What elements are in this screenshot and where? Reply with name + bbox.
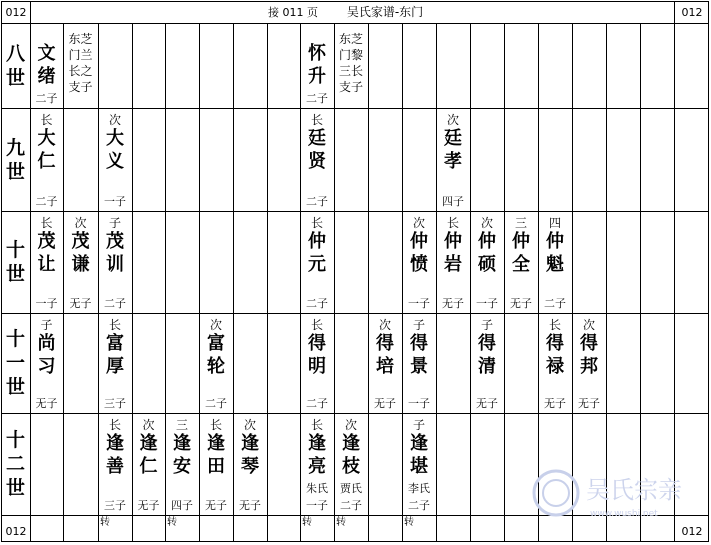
member-children-count: 二子 <box>35 92 58 105</box>
member-name-char: 尚 <box>37 333 56 354</box>
member-children-count: 一子 <box>35 297 58 310</box>
member-name-char: 得 <box>376 333 394 354</box>
member-rank: 次 <box>108 113 121 127</box>
member-children-count: 二子 <box>306 397 328 410</box>
member-children-count: 二子 <box>104 297 126 310</box>
member-rank: 长 <box>40 113 53 127</box>
member-name-char: 谦 <box>71 254 90 275</box>
member-name-char: 逢 <box>342 433 360 454</box>
member-children-count: 无子 <box>374 397 396 410</box>
member-children-count: 四子 <box>442 195 464 208</box>
member-children-count: 无子 <box>35 397 58 410</box>
generation-label-char: 世 <box>5 160 25 183</box>
generation-label-char: 世 <box>5 477 25 499</box>
member-name-char: 茂 <box>37 231 56 252</box>
member-name-char: 轮 <box>207 356 225 377</box>
member-rank: 次 <box>582 318 595 332</box>
generation-label-char: 世 <box>5 263 25 285</box>
member-children-count: 无子 <box>510 297 532 310</box>
member-name-char: 田 <box>207 456 225 477</box>
member-name-char: 逢 <box>241 433 259 454</box>
member-children-count: 二子 <box>306 297 328 310</box>
member-name-char: 贤 <box>308 151 326 172</box>
member-name-char: 逢 <box>207 433 225 454</box>
member-name-char: 茂 <box>71 231 90 252</box>
member-wife: 贾氏 <box>340 482 362 495</box>
member-rank: 次 <box>446 113 459 127</box>
member-wife: 朱氏 <box>306 482 328 495</box>
header-page-right: 012 <box>681 6 703 19</box>
member-rank: 次 <box>74 216 87 230</box>
member-children-count: 无子 <box>239 499 261 512</box>
generation-label-char: 十 <box>5 429 25 451</box>
member-rank: 长 <box>108 418 121 432</box>
member-name-char: 培 <box>376 356 394 377</box>
member-name-char: 硕 <box>478 254 496 275</box>
member-note-line: 三长 <box>338 64 363 78</box>
member-children-count: 二子 <box>35 195 58 208</box>
member-rank: 三 <box>514 216 527 230</box>
member-rank: 次 <box>378 318 391 332</box>
member-children-count: 三子 <box>104 397 126 410</box>
member-name-char: 仁 <box>37 151 56 172</box>
generation-label-char: 世 <box>5 66 25 89</box>
member-children-count: 二子 <box>340 499 362 512</box>
member-rank: 子 <box>412 318 425 332</box>
member-rank: 次 <box>209 318 222 332</box>
member-name-char: 仲 <box>410 231 428 252</box>
member-rank: 子 <box>412 418 425 432</box>
member-name-char: 堪 <box>410 456 428 477</box>
member-name-char: 训 <box>106 254 124 275</box>
transfer-mark: 转 <box>167 517 177 528</box>
member-name-char: 逢 <box>173 433 191 454</box>
member-name-char: 琴 <box>241 456 259 477</box>
generation-label-char: 一 <box>5 352 25 374</box>
member-children-count: 无子 <box>69 297 92 310</box>
member-rank: 长 <box>310 418 323 432</box>
member-name-char: 大 <box>106 128 124 149</box>
member-rank: 长 <box>446 216 459 230</box>
member-children-count: 二子 <box>306 195 328 208</box>
member-name-char: 茂 <box>106 231 124 252</box>
member-name-char: 明 <box>308 356 326 377</box>
member-note-line: 门黎 <box>338 48 363 62</box>
member-name-char: 习 <box>37 356 56 377</box>
member-children-count: 无子 <box>544 397 566 410</box>
member-children-count: 一子 <box>408 397 430 410</box>
member-name-char: 景 <box>410 356 428 377</box>
footer-page-left: 012 <box>5 525 27 538</box>
member-name-char: 得 <box>308 333 326 354</box>
member-children-count: 一子 <box>306 499 328 512</box>
member-children-count: 无子 <box>137 499 160 512</box>
member-rank: 长 <box>548 318 561 332</box>
member-rank: 长 <box>209 418 222 432</box>
member-name-char: 富 <box>207 333 225 354</box>
member-rank: 长 <box>310 318 323 332</box>
member-name-char: 愤 <box>410 254 428 275</box>
member-name-char: 仲 <box>546 231 564 252</box>
member-name-char: 仲 <box>308 231 326 252</box>
member-name-char: 仲 <box>478 231 496 252</box>
member-name-char: 岩 <box>444 254 462 275</box>
member-name-char: 枝 <box>342 456 360 477</box>
member-name-char: 亮 <box>308 456 326 477</box>
member-name-char: 厚 <box>106 356 124 377</box>
member-name-char: 禄 <box>546 356 564 377</box>
header-page-left: 012 <box>5 6 27 19</box>
generation-label-char: 九 <box>5 136 25 159</box>
member-children-count: 二子 <box>544 297 566 310</box>
member-note-line: 支子 <box>338 80 363 94</box>
member-note-line: 东芝 <box>68 32 93 46</box>
member-rank: 次 <box>142 418 155 432</box>
member-children-count: 二子 <box>306 92 328 105</box>
member-name-char: 得 <box>580 333 598 354</box>
member-name-char: 仁 <box>139 456 158 477</box>
member-name-char: 得 <box>478 333 496 354</box>
member-rank: 子 <box>480 318 493 332</box>
generation-label-char: 二 <box>5 453 25 475</box>
member-name-char: 富 <box>106 333 124 354</box>
generation-label-char: 十 <box>5 239 25 261</box>
member-rank: 长 <box>108 318 121 332</box>
member-name-char: 邦 <box>580 356 598 377</box>
member-note-line: 长之 <box>68 64 93 78</box>
member-name-char: 大 <box>37 128 56 149</box>
member-name-char: 廷 <box>308 128 326 149</box>
member-children-count: 二子 <box>205 397 227 410</box>
member-name-char: 清 <box>478 356 496 377</box>
generation-label-char: 世 <box>5 376 25 398</box>
member-rank: 次 <box>412 216 425 230</box>
member-name-char: 孝 <box>444 151 462 172</box>
watermark-url: www.wushi.net <box>590 509 658 519</box>
member-rank: 长 <box>310 113 323 127</box>
member-name-char: 义 <box>106 151 124 172</box>
member-children-count: 一子 <box>476 297 498 310</box>
member-rank: 次 <box>480 216 493 230</box>
member-name-char: 升 <box>308 66 326 87</box>
member-wife: 李氏 <box>408 482 430 495</box>
member-note-line: 支子 <box>68 80 93 94</box>
watermark-logo <box>528 462 708 524</box>
member-rank: 三 <box>175 418 188 432</box>
member-name-char: 全 <box>512 254 530 275</box>
member-rank: 子 <box>40 318 53 332</box>
member-rank: 次 <box>243 418 256 432</box>
member-rank: 四 <box>548 216 561 230</box>
member-rank: 长 <box>40 216 53 230</box>
member-name-char: 廷 <box>444 128 462 149</box>
member-children-count: 一子 <box>104 195 126 208</box>
member-name-char: 得 <box>410 333 428 354</box>
member-name-char: 绪 <box>37 66 56 87</box>
member-name-char: 善 <box>106 456 124 477</box>
transfer-mark: 转 <box>100 517 110 528</box>
member-name-char: 文 <box>37 43 56 64</box>
member-children-count: 无子 <box>476 397 498 410</box>
member-name-char: 怀 <box>308 43 326 64</box>
member-note-line: 东芝 <box>338 32 363 46</box>
member-children-count: 四子 <box>171 499 193 512</box>
transfer-mark: 转 <box>302 517 312 528</box>
member-children-count: 无子 <box>205 499 227 512</box>
member-name-char: 逢 <box>106 433 124 454</box>
member-name-char: 仲 <box>512 231 530 252</box>
member-rank: 子 <box>108 216 121 230</box>
member-name-char: 逢 <box>139 433 158 454</box>
header-continue-label: 接 011 页 <box>268 6 318 19</box>
member-name-char: 得 <box>546 333 564 354</box>
member-children-count: 三子 <box>104 499 126 512</box>
member-name-char: 安 <box>173 456 191 477</box>
footer-page-right: 012 <box>681 525 703 538</box>
member-children-count: 一子 <box>408 297 430 310</box>
member-name-char: 魁 <box>546 254 564 275</box>
member-name-char: 仲 <box>444 231 462 252</box>
member-rank: 长 <box>310 216 323 230</box>
member-note-line: 门兰 <box>68 48 93 62</box>
member-rank: 次 <box>344 418 357 432</box>
member-name-char: 逢 <box>410 433 428 454</box>
header-title: 吴氏家谱-东门 <box>346 5 424 19</box>
member-name-char: 元 <box>308 254 326 275</box>
member-children-count: 二子 <box>408 499 430 512</box>
member-name-char: 让 <box>37 254 56 275</box>
transfer-mark: 转 <box>336 517 346 528</box>
watermark-text: 吴氏宗亲 <box>586 476 682 504</box>
generation-label-char: 十 <box>5 328 25 350</box>
transfer-mark: 转 <box>404 517 414 528</box>
member-children-count: 无子 <box>578 397 600 410</box>
member-children-count: 无子 <box>442 297 464 310</box>
generation-label-char: 八 <box>5 42 25 65</box>
member-name-char: 逢 <box>308 433 326 454</box>
